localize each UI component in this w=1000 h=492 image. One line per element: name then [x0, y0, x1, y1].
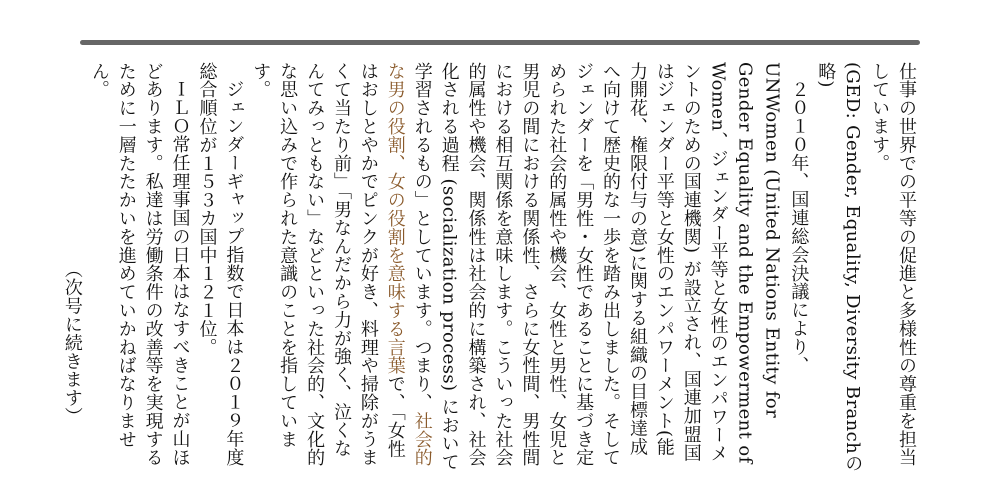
- paragraph-text: で、「女性はおしとやかでピンクが好き、料理や掃除がうまくて当たり前」「男なんだから力が強く、泣くなんてみっともない」などといった社会的、文化的な思い込みで作られた意識のことを指しています。: [250, 62, 406, 467]
- paragraph-text: (GED: Gender, Equality, Diversity Branchの略): [815, 62, 864, 473]
- paragraph-ged-abbrev: [811, 62, 865, 474]
- paragraph-text: ＩＬＯ常任理事国の日本はなすべきことが山ほどあります。私達は労働条件の改善等を実現するために一層たたかいを進めていかねばなりません。: [88, 62, 191, 467]
- highlighted-phrase: 社会的な男の役割、女の役割を意味する言葉: [384, 62, 433, 467]
- article-body: [61, 62, 919, 474]
- paragraph-gender-gap: [193, 62, 247, 474]
- paragraph-text: ジェンダーギャップ指数で日本は２０１９年度総合順位が１５３カ国中１２１位。: [196, 62, 245, 467]
- paragraph-text: ２０１０年、国連総会決議により、UNWomen (United Nations Entity for Gender Equality and the Empowerment of Women、ジェンダー平等と女性のエンパワーメントのための国連機関) が設立され、国連加盟国はジェンダー平等と女性のエンパワーメント(能力開花、権限付与の意)に関する組織の目標達成へ向けて歴史的な一歩を踏み出しました。そしてジェンダーを「男性・女性であることに基づき定められた社会的属性や機会、女性と男性、女児と男児の間における関係性、さらに女性間、男性間における相互関係を意味します。こういった社会的属性や機会、関係性は社会的に構築され、社会化される過程 (socialization process) において学習されるもの」としています。つまり、: [411, 62, 810, 472]
- paragraph-text: 仕事の世界での平等の促進と多様性の尊重を担当しています。: [869, 62, 917, 467]
- paragraph-unwomen: [246, 62, 811, 474]
- continued-next-issue: （次号に続きます）: [61, 260, 83, 426]
- paragraph-ged-role: [865, 62, 919, 474]
- paragraph-ilo: [58, 62, 193, 474]
- top-divider: [80, 40, 920, 45]
